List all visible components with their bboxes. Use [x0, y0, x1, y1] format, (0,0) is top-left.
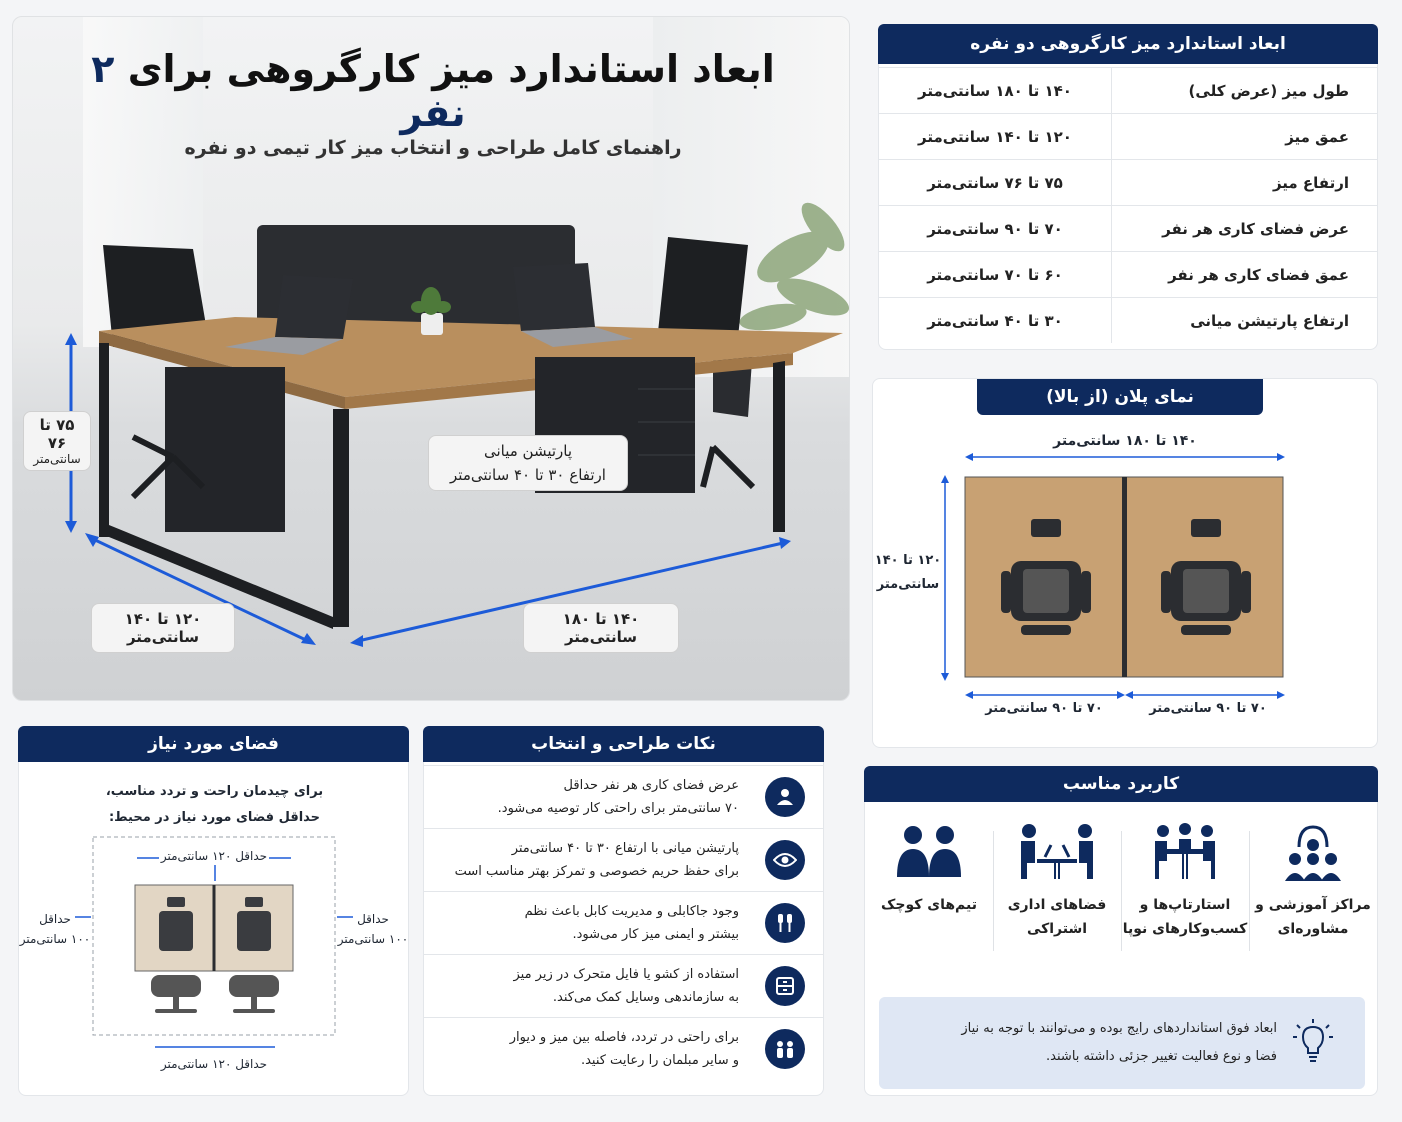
usage-title: کاربرد مناسب	[864, 766, 1378, 802]
usage-item: مراکز آموزشی و مشاوره‌ای	[1249, 821, 1377, 967]
spec-label: ارتفاع پارتیشن میانی	[1111, 298, 1377, 343]
page-subtitle: راهنمای کامل طراحی و انتخاب میز کار تیمی دو نفره	[184, 137, 682, 159]
spec-label: عرض فضای کاری هر نفر	[1111, 206, 1377, 251]
cable-icon	[765, 903, 805, 943]
page-title: ابعاد استاندارد میز کارگروهی برای ۲ نفر	[91, 47, 775, 135]
space-title: فضای مورد نیاز	[18, 726, 409, 762]
spec-value: ۷۰ تا ۹۰ سانتی‌متر	[927, 219, 1063, 238]
usage-item: استارتاپ‌ها و کسب‌وکارهای نوپا	[1121, 821, 1249, 967]
spec-value: ۳۰ تا ۴۰ سانتی‌متر	[927, 311, 1063, 330]
list-item: برای راحتی در تردد، فاصله بین میز و دیوار و سایر مبلمان را رعایت کنید.	[424, 1017, 823, 1079]
usage-item: تیم‌های کوچک	[865, 821, 993, 967]
spec-value: ۱۴۰ تا ۱۸۰ سانتی‌متر	[918, 81, 1072, 100]
table-row	[879, 159, 1377, 205]
partition-label: پارتیشن میانی ارتفاع ۳۰ تا ۴۰ سانتی‌متر	[428, 435, 628, 491]
depth-label: ۱۲۰ تا ۱۴۰ سانتی‌متر	[91, 603, 235, 653]
plan-seat-dim-right: ۷۰ تا ۹۰ سانتی‌متر	[1149, 701, 1267, 716]
height-label: ۷۵ تا ۷۶ سانتی‌متر	[23, 411, 91, 471]
plan-side-dim: ۱۲۰ تا ۱۴۰ سانتی‌متر	[874, 553, 942, 592]
eye-icon	[765, 840, 805, 880]
drawer-icon	[765, 966, 805, 1006]
list-item: استفاده از کشو یا فایل متحرک در زیر میز به سازماندهی وسایل کمک می‌کند.	[424, 954, 823, 1016]
title-highlight: ۲ نفر	[91, 47, 466, 135]
spec-label: عمق فضای کاری هر نفر	[1111, 252, 1377, 297]
desk-illustration	[13, 17, 850, 701]
user-icon	[765, 777, 805, 817]
note-line-1: ابعاد فوق استانداردهای رایج بوده و می‌توانند با توجه به نیاز	[961, 1021, 1277, 1036]
table-row	[879, 113, 1377, 159]
spec-table-title: ابعاد استاندارد میز کارگروهی دو نفره	[878, 24, 1378, 64]
coworking-icon	[1015, 821, 1099, 883]
note-line-2: فضا و نوع فعالیت تغییر جزئی داشته باشند.	[1046, 1049, 1277, 1064]
length-label: ۱۴۰ تا ۱۸۰ سانتی‌متر	[523, 603, 679, 653]
plan-top-dim: ۱۴۰ تا ۱۸۰ سانتی‌متر	[1053, 433, 1197, 449]
space-intro: برای چیدمان راحت و تردد مناسب، حداقل فضای مورد نیاز در محیط:	[105, 784, 324, 825]
spec-label: ارتفاع میز	[1111, 160, 1377, 205]
plan-view	[872, 378, 1378, 748]
spec-value: ۷۵ تا ۷۶ سانتی‌متر	[927, 173, 1063, 192]
startup-icon	[1145, 821, 1225, 883]
spec-table	[878, 24, 1378, 350]
space-panel	[18, 726, 409, 1096]
spec-value: ۱۲۰ تا ۱۴۰ سانتی‌متر	[918, 127, 1072, 146]
table-row	[879, 67, 1377, 113]
hero-panel	[12, 16, 850, 701]
table-row	[879, 297, 1377, 343]
people-icon	[765, 1029, 805, 1069]
spec-label: طول میز (عرض کلی)	[1111, 68, 1377, 113]
plan-drawing	[873, 379, 1379, 749]
space-drawing	[19, 727, 410, 1097]
space-left-dim: حداقل ۱۰۰ سانتی‌متر	[19, 912, 91, 946]
usage-panel	[864, 766, 1378, 1096]
note-box	[879, 997, 1365, 1089]
space-bottom-dim: حداقل ۱۲۰ سانتی‌متر	[160, 1057, 268, 1071]
space-right-dim: حداقل ۱۰۰ سانتی‌متر	[337, 912, 409, 946]
list-item: پارتیشن میانی با ارتفاع ۳۰ تا ۴۰ سانتی‌متر برای حفظ حریم خصوصی و تمرکز بهتر مناسب است	[424, 828, 823, 890]
usage-item: فضاهای اداری اشتراکی	[993, 821, 1121, 967]
list-item: وجود جاکابلی و مدیریت کابل باعث نظم بیشتر و ایمنی میز کار می‌شود.	[424, 891, 823, 953]
tips-title: نکات طراحی و انتخاب	[423, 726, 824, 762]
small-team-icon	[893, 821, 965, 883]
plan-title: نمای پلان (از بالا)	[977, 379, 1263, 415]
consulting-icon	[1281, 821, 1345, 883]
table-row	[879, 251, 1377, 297]
lightbulb-icon	[1291, 1017, 1335, 1065]
space-top-dim: حداقل ۱۲۰ سانتی‌متر	[160, 849, 268, 863]
plan-seat-dim-left: ۷۰ تا ۹۰ سانتی‌متر	[985, 701, 1103, 716]
table-row	[879, 205, 1377, 251]
list-item: عرض فضای کاری هر نفر حداقل ۷۰ سانتی‌متر برای راحتی کار توصیه می‌شود.	[424, 765, 823, 827]
spec-value: ۶۰ تا ۷۰ سانتی‌متر	[927, 265, 1063, 284]
tips-panel	[423, 726, 824, 1096]
spec-label: عمق میز	[1111, 114, 1377, 159]
